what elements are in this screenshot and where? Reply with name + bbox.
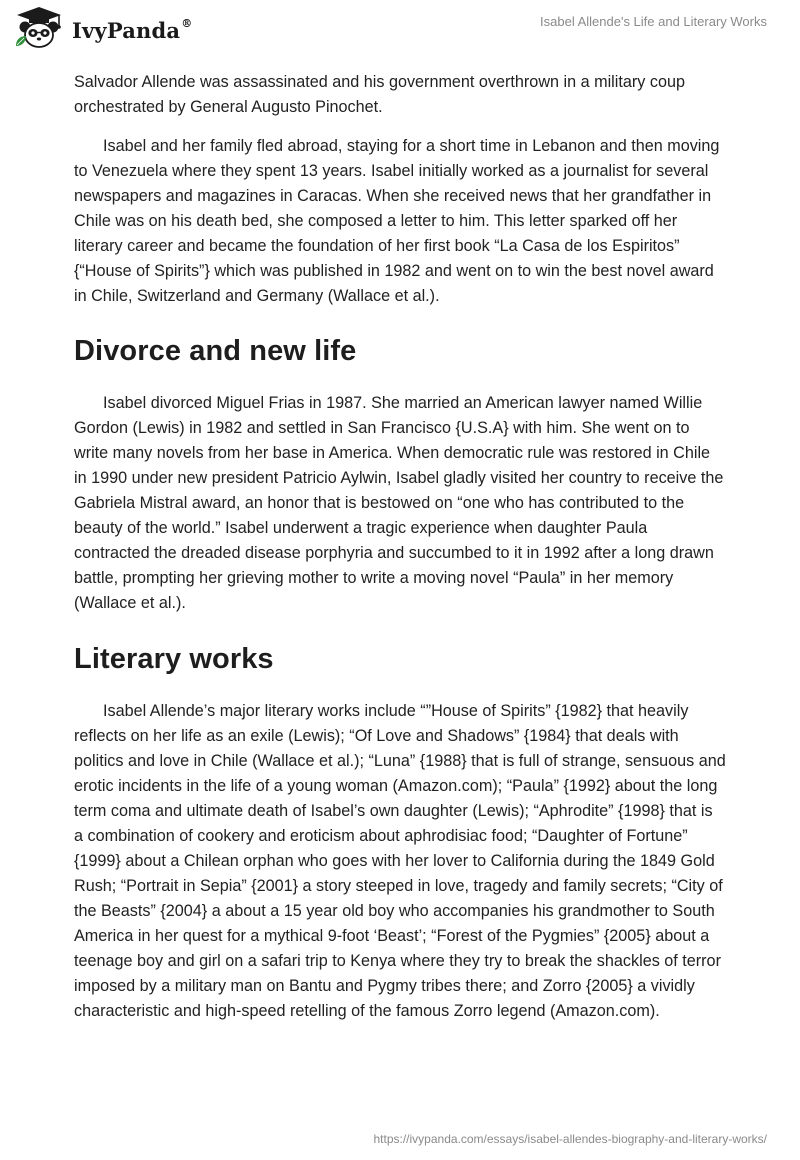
document-title: Isabel Allende's Life and Literary Works [540,14,767,29]
source-url[interactable]: https://ivypanda.com/essays/isabel-allendes-biography-and-literary-works/ [373,1132,767,1146]
panda-mascot-icon [14,6,64,50]
paragraph-divorce: Isabel divorced Miguel Frias in 1987. She married an American lawyer named Willie Gordon (Lewis) in 1982 and settled in San Francisco {U.S.A} with him. She went on to write many novels from her base in America. When democratic rule was restored in Chile in 1990 under new president Patricio Aylwin, Isabel gladly visited her country to receive the Gabriela Mistral award, an honor that is bestowed on “one who has contributed to the beauty of the world.” Isabel underwent a tragic experience when daughter Paula contracted the dreaded disease porphyria and succumbed to it in 1992 after a long drawn battle, prompting her grieving mother to write a moving novel “Paula” in her memory (Wallace et al.). [74,394,724,612]
brand-name: IvyPanda® [72,16,193,43]
page-header [0,0,800,56]
heading-literary-works: Literary works [74,643,274,675]
paragraph-exile: Isabel and her family fled abroad, staying for a short time in Lebanon and then moving to Venezuela where they spent 13 years. Isabel initially worked as a journalist for several newspapers and magazines in Caracas. When she received news that her grandfather in Chile was on his death bed, she composed a letter to him. This letter sparked off her literary career and became the foundation of her first book “La Casa de los Espiritos” {“House of Spirits”} which was published in 1982 and went on to win the best novel award in Chile, Switzerland and Germany (Wallace et al.). [74,137,720,305]
paragraph-literary-works: Isabel Allende’s major literary works include “”House of Spirits” {1982} that heavily reflects on her life as an exile (Lewis); “Of Love and Shadows” {1984} that deals with politics and love in Chile (Wallace et al.); “Luna” {1988} that is full of strange, sensuous and erotic incidents in the life of a young woman (Amazon.com); “Paula” {1992} about the long term coma and ultimate death of Isabel’s own daughter (Lewis); “Aphrodite” {1998} that is a combination of cookery and eroticism about aphrodisiac food; “Daughter of Fortune” {1999} about a Chilean orphan who goes with her lover to California during the 1849 Gold Rush; “Portrait in Sepia” {2001} a story steeped in love, tragedy and family secrets; “City of the Beasts” {2004} a about a 15 year old boy who accompanies his grandmother to South America in her quest for a mythical 9-foot ‘Beast’; “Forest of the Pygmies” {2005} about a teenage boy and girl on a safari trip to Kenya where they try to break the shackles of terror imposed by a military man on Bantu and Pygmy tribes there; and Zorro {2005} a vividly characteristic and high-speed retelling of the famous Zorro legend (Amazon.com). [74,702,726,1020]
heading-divorce-and-new-life: Divorce and new life [74,335,357,367]
paragraph-intro: Salvador Allende was assassinated and his government overthrown in a military coup orchestrated by General Augusto Pinochet. [74,73,685,116]
essay-content [74,70,726,1024]
registered-mark: ® [181,16,193,30]
ivypanda-logo[interactable] [14,6,192,50]
